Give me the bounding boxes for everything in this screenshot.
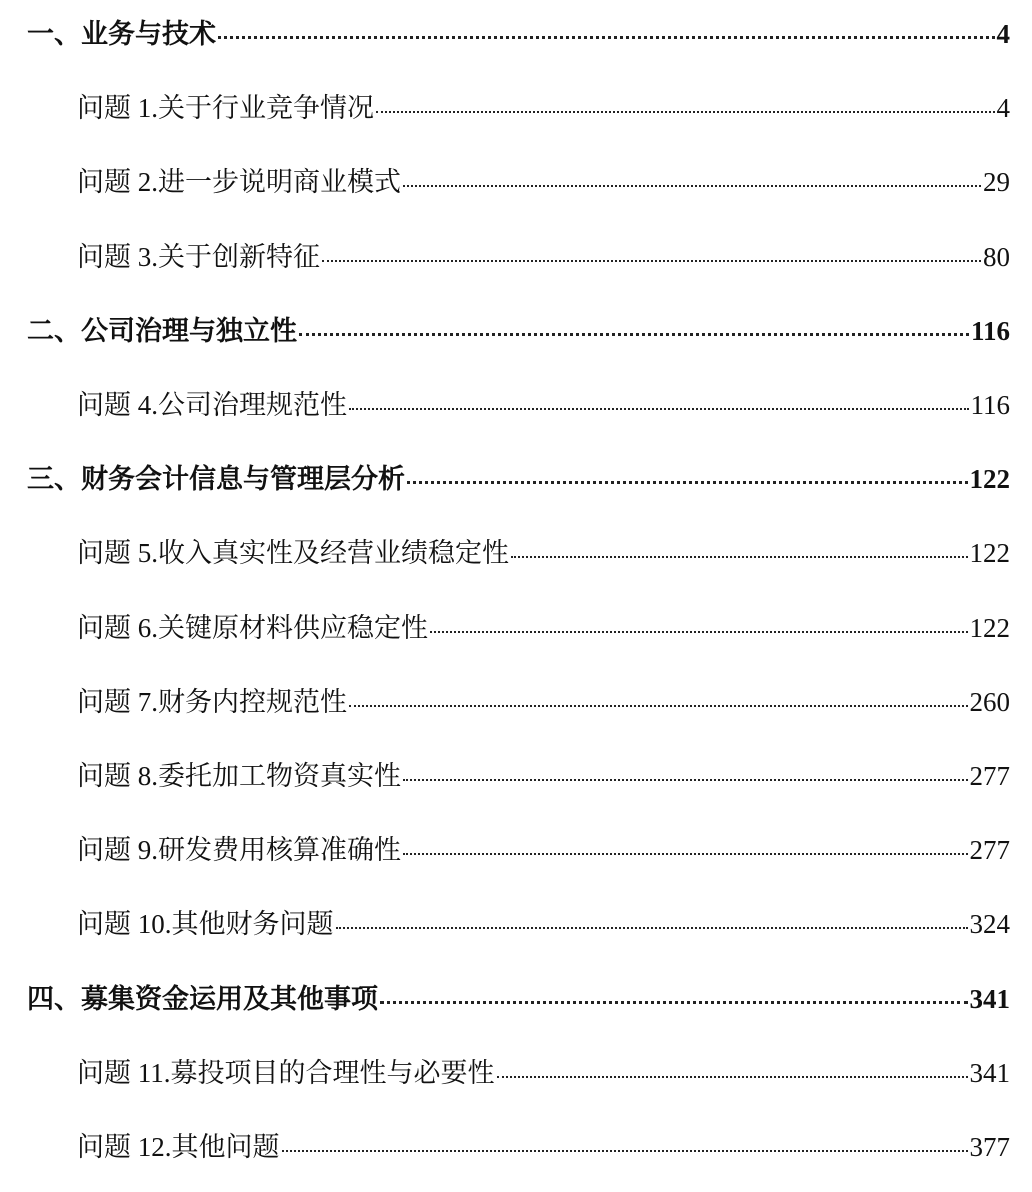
toc-dot-leader [336,927,968,929]
toc-dot-leader [349,408,969,410]
toc-section-row[interactable] [27,12,1010,52]
toc-page-number: 277 [969,761,1010,791]
toc-page-number: 377 [969,1132,1010,1162]
toc-question-row[interactable] [77,531,1010,571]
toc-dot-leader [430,631,968,633]
toc-section-title: 二、公司治理与独立性 [27,316,297,347]
toc-question-row[interactable] [77,828,1010,868]
toc-page-number: 29 [983,167,1010,197]
toc-dot-leader [403,853,968,855]
toc-dot-leader [218,36,995,39]
toc-section-title: 四、募集资金运用及其他事项 [27,984,378,1015]
toc-dot-leader [403,779,968,781]
toc-page-number: 341 [969,1058,1010,1088]
toc-page-number: 4 [996,93,1010,123]
toc-question-row[interactable] [77,902,1010,942]
toc-question-row[interactable] [77,680,1010,720]
toc-page-number: 116 [970,316,1010,346]
toc-question-row[interactable] [77,606,1010,646]
toc-question-title: 问题 8.委托加工物资真实性 [77,761,401,791]
toc-question-row[interactable] [77,86,1010,126]
toc-page-number: 260 [969,687,1010,717]
toc-dot-leader [403,185,981,187]
toc-page-number: 277 [969,835,1010,865]
toc-page-number: 4 [996,19,1010,49]
toc-question-row[interactable] [77,160,1010,200]
toc-section-title: 一、业务与技术 [27,19,216,50]
toc-section-row[interactable] [27,457,1010,497]
toc-question-title: 问题 12.其他问题 [77,1132,280,1162]
toc-section-row[interactable] [27,309,1010,349]
toc-question-title: 问题 7.财务内控规范性 [77,687,347,717]
toc-question-title: 问题 6.关键原材料供应稳定性 [77,613,428,643]
toc-dot-leader [349,705,968,707]
toc-section-row[interactable] [27,977,1010,1017]
toc-dot-leader [299,333,969,336]
toc-dot-leader [511,556,968,558]
toc-question-title: 问题 5.收入真实性及经营业绩稳定性 [77,538,509,568]
toc-question-title: 问题 4.公司治理规范性 [77,390,347,420]
toc-section-title: 三、财务会计信息与管理层分析 [27,464,405,495]
toc-question-row[interactable] [77,754,1010,794]
toc-page-number: 122 [969,613,1010,643]
toc-dot-leader [322,260,981,262]
toc-question-title: 问题 9.研发费用核算准确性 [77,835,401,865]
toc-question-title: 问题 2.进一步说明商业模式 [77,167,401,197]
toc-page-number: 324 [969,909,1010,939]
toc-dot-leader [376,111,995,113]
toc-question-row[interactable] [77,1051,1010,1091]
toc-question-row[interactable] [77,383,1010,423]
toc-dot-leader [282,1150,968,1152]
toc-question-title: 问题 3.关于创新特征 [77,242,320,272]
toc-page-number: 122 [969,464,1010,494]
toc-page-number: 80 [983,242,1010,272]
toc-question-title: 问题 1.关于行业竞争情况 [77,93,374,123]
toc-dot-leader [497,1076,968,1078]
toc-dot-leader [380,1001,968,1004]
toc-question-title: 问题 11.募投项目的合理性与必要性 [77,1058,495,1088]
toc-page-number: 116 [970,390,1010,420]
toc-question-row[interactable] [77,1125,1010,1165]
toc-question-title: 问题 10.其他财务问题 [77,909,334,939]
toc-question-row[interactable] [77,235,1010,275]
toc-page-number: 122 [969,538,1010,568]
toc-dot-leader [407,481,968,484]
toc-page-number: 341 [969,984,1010,1014]
